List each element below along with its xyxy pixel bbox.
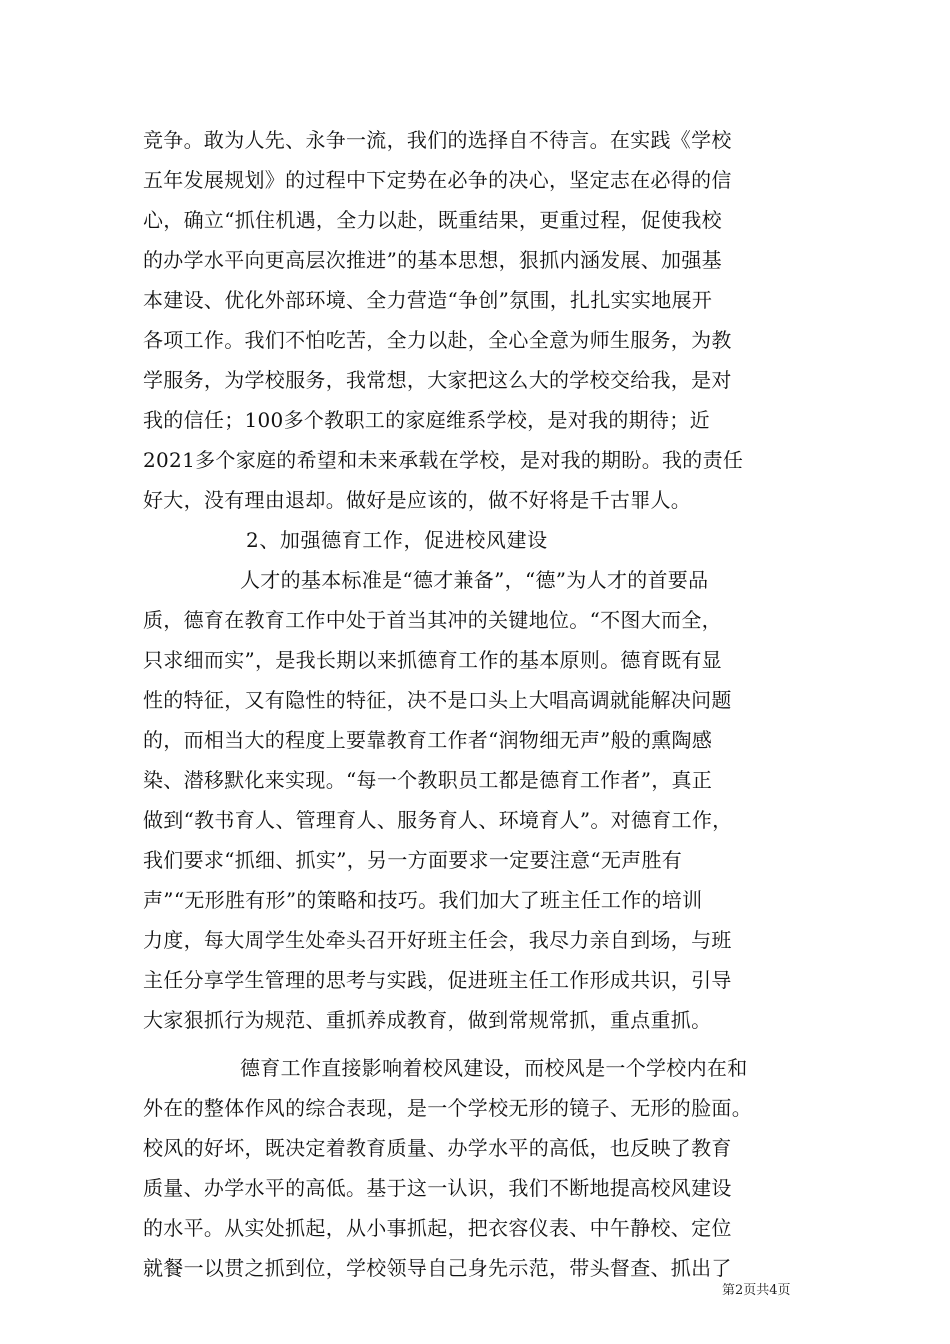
body-text-line: 2021多个家庭的希望和未来承载在学校，是对我的期盼。我的责任 [143,448,744,472]
body-text-line: 校风的好坏，既决定着教育质量、办学水平的高低，也反映了教育 [143,1136,732,1160]
body-text-line: 声”“无形胜有形”的策略和技巧。我们加大了班主任工作的培训 [143,888,703,912]
body-text-line: 本建设、优化外部环境、全力营造“争创”氛围，扎扎实实地展开 [143,288,713,312]
body-text-line: 质量、办学水平的高低。基于这一认识，我们不断地提高校风建设 [143,1176,732,1200]
section-heading: 2、加强德育工作，促进校风建设 [246,528,548,552]
body-text-line: 学服务，为学校服务，我常想，大家把这么大的学校交给我，是对 [143,368,732,392]
page-number: 第2页共4页 [722,1283,791,1298]
body-text-line: 染、潜移默化来实现。“每一个教职员工都是德育工作者”，真正 [143,768,713,792]
body-text-line: 的办学水平向更高层次推进”的基本思想，狠抓内涵发展、加强基 [143,248,722,272]
body-text-line: 我的信任；100多个教职工的家庭维系学校，是对我的期待；近 [143,408,710,432]
body-text-line: 五年发展规划》的过程中下定势在必争的决心，坚定志在必得的信 [143,168,732,192]
body-text-line: 外在的整体作风的综合表现，是一个学校无形的镜子、无形的脸面。 [143,1096,752,1120]
body-text-line: 做到“教书育人、管理育人、服务育人、环境育人”。对德育工作， [143,808,733,832]
body-text-line: 人才的基本标准是“德才兼备”，“德”为人才的首要品 [240,568,709,592]
body-text-line: 的，而相当大的程度上要靠教育工作者“润物细无声”般的熏陶感 [143,728,713,752]
body-text-line: 竞争。敢为人先、永争一流，我们的选择自不待言。在实践《学校 [143,128,732,152]
body-text-line: 德育工作直接影响着校风建设，而校风是一个学校内在和 [240,1056,748,1080]
body-text-line: 主任分享学生管理的思考与实践，促进班主任工作形成共识，引导 [143,968,732,992]
body-text-line: 质，德育在教育工作中处于首当其冲的关键地位。“不图大而全， [143,608,722,632]
body-text-line: 各项工作。我们不怕吃苦，全力以赴，全心全意为师生服务，为教 [143,328,732,352]
body-text-line: 大家狠抓行为规范、重抓养成教育，做到常规常抓，重点重抓。 [143,1008,712,1032]
body-text-line: 好大，没有理由退却。做好是应该的，做不好将是千古罪人。 [143,488,692,512]
body-text-line: 力度，每大周学生处牵头召开好班主任会，我尽力亲自到场，与班 [143,928,732,952]
body-text-line: 心，确立“抓住机遇，全力以赴，既重结果，更重过程，促使我校 [143,208,722,232]
body-text-line: 就餐一以贯之抓到位，学校领导自己身先示范，带头督查、抓出了 [143,1256,732,1280]
body-text-line: 只求细而实”，是我长期以来抓德育工作的基本原则。德育既有显 [143,648,722,672]
body-text-line: 我们要求“抓细、抓实”，另一方面要求一定要注意“无声胜有 [143,848,683,872]
body-text-line: 性的特征，又有隐性的特征，决不是口头上大唱高调就能解决问题 [143,688,732,712]
body-text-line: 的水平。从实处抓起，从小事抓起，把衣容仪表、中午静校、定位 [143,1216,732,1240]
